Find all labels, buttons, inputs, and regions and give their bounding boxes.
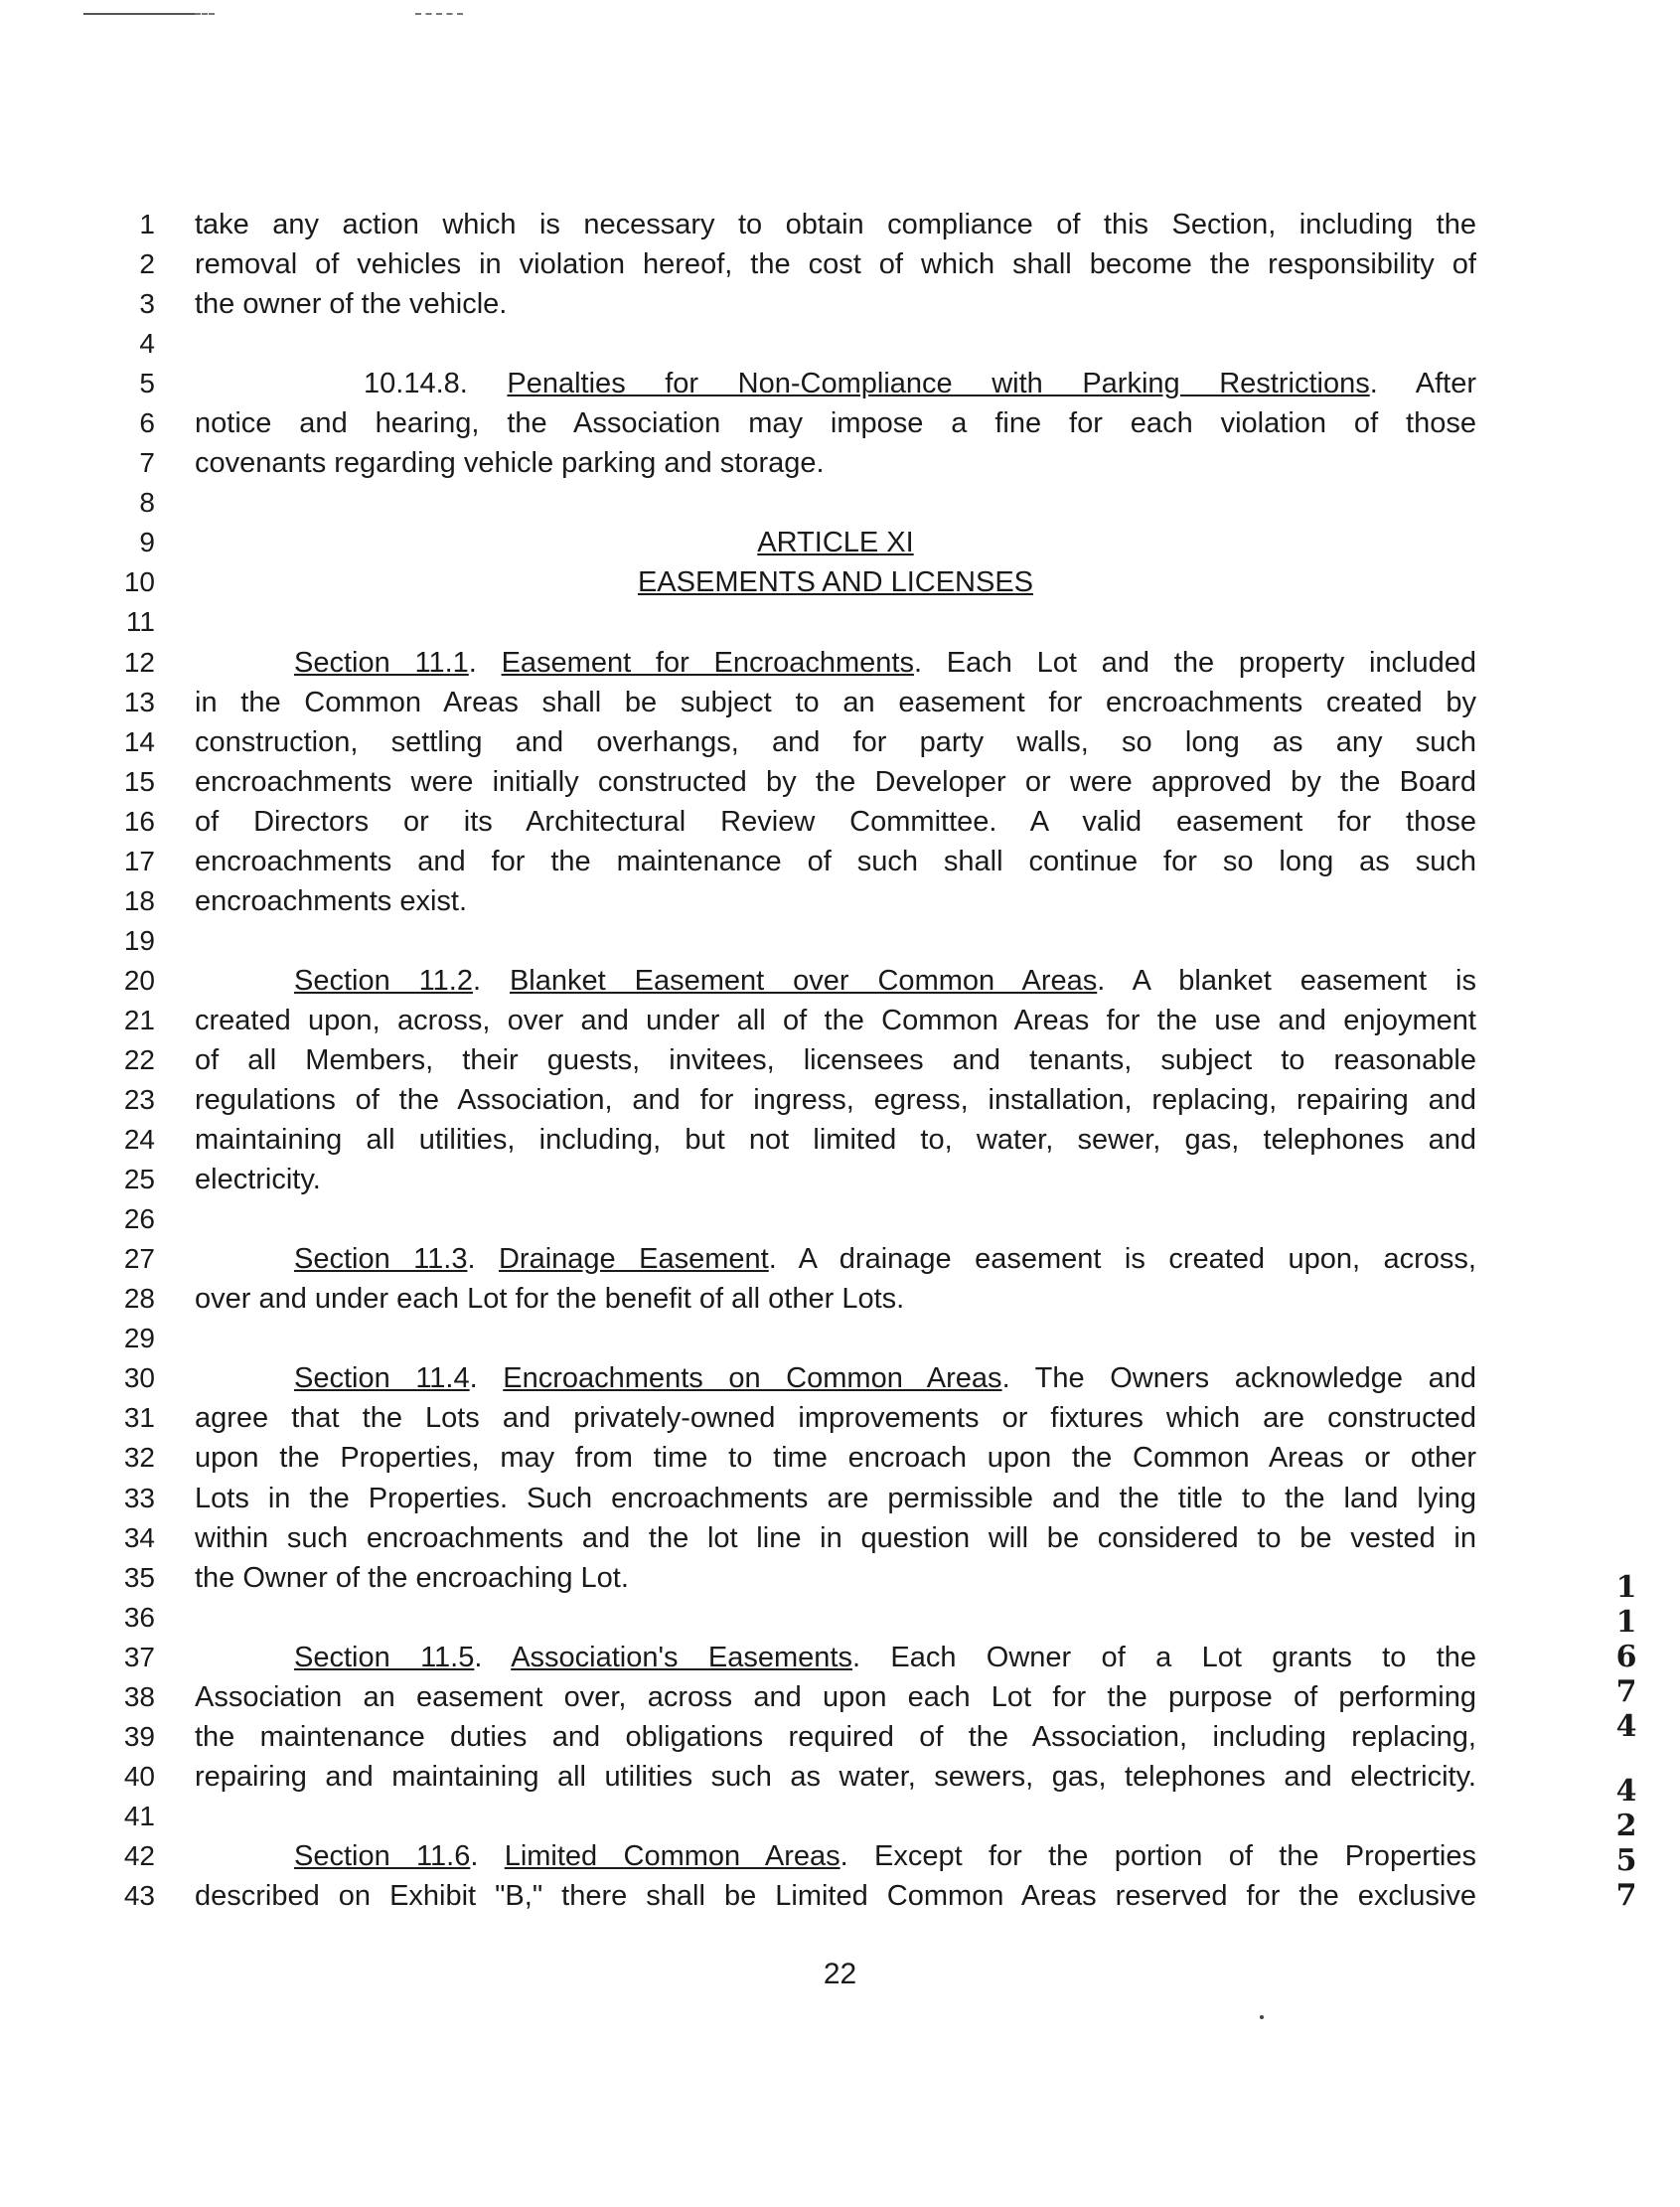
- stamp-digit: 1: [1615, 1570, 1637, 1605]
- article-number: ARTICLE XI: [757, 527, 914, 559]
- line-number: 36: [123, 1601, 155, 1633]
- line-number: 13: [123, 686, 155, 717]
- line-number: 34: [123, 1521, 155, 1553]
- text-fragment: . Each Owner of a Lot grants to the: [851, 1641, 1477, 1673]
- line-number: 29: [123, 1323, 155, 1354]
- scan-artifact-dash: [415, 13, 463, 15]
- document-body: [195, 205, 1476, 1916]
- section-11-5-heading: Section 11.5. Association's Easements. Each Owner of a Lot grants to the: [294, 1641, 1477, 1673]
- line-number: 23: [123, 1084, 155, 1116]
- text-line: agree that the Lots and privately-owned improvements or fixtures which are constructed: [195, 1402, 1476, 1435]
- stamp-digit: 6: [1615, 1640, 1637, 1674]
- article-title: [195, 562, 1476, 602]
- section-title: Encroachments on Common Areas: [503, 1362, 1002, 1395]
- text-line: encroachments and for the maintenance of such shall continue for so long as such: [195, 845, 1476, 877]
- text-line: covenants regarding vehicle parking and storage.: [195, 447, 825, 480]
- line-number: 25: [123, 1164, 155, 1195]
- text-line: the maintenance duties and obligations required of the Association, including replacing,: [195, 1720, 1476, 1753]
- line-number: 7: [139, 447, 155, 479]
- text-line: within such encroachments and the lot line in question will be considered to be vested in: [195, 1521, 1476, 1554]
- text-line: electricity.: [195, 1164, 321, 1196]
- section-label: Section 11.4: [294, 1362, 470, 1395]
- text-line: over and under each Lot for the benefit of all other Lots.: [195, 1283, 905, 1316]
- line-number: 1: [139, 209, 155, 239]
- line-number: 31: [123, 1402, 155, 1434]
- line-number: 17: [123, 845, 155, 876]
- line-number: 27: [123, 1243, 155, 1275]
- recording-stamp: [1611, 1570, 1641, 1913]
- section-11-1-heading: Section 11.1. Easement for Encroachments. Each Lot and the property included: [294, 646, 1477, 679]
- line-number: 37: [123, 1641, 155, 1672]
- line-number: 20: [123, 964, 155, 996]
- line-number: 4: [139, 328, 155, 360]
- text-fragment: . After: [1369, 368, 1476, 400]
- scan-speck: [1260, 2015, 1264, 2019]
- line-number: 15: [123, 765, 155, 797]
- page-number: 22: [823, 1958, 857, 1990]
- section-title: Drainage Easement: [498, 1243, 769, 1276]
- text-line: take any action which is necessary to obtain compliance of this Section, including the: [195, 209, 1476, 240]
- line-number: 21: [123, 1004, 155, 1035]
- line-number: 6: [139, 407, 155, 439]
- text-line: upon the Properties, may from time to time encroach upon the Common Areas or other: [195, 1442, 1476, 1475]
- blank-line: [195, 483, 1476, 523]
- text-fragment: . A blanket easement is: [1097, 964, 1476, 997]
- blank-line: [195, 1797, 1476, 1836]
- text-line: Association an easement over, across and upon each Lot for the purpose of performing: [195, 1680, 1476, 1713]
- line-number: 33: [123, 1482, 155, 1513]
- stamp-digit: 1: [1615, 1605, 1637, 1640]
- text-fragment: . A drainage easement is created upon, across,: [768, 1243, 1476, 1276]
- line-number: 28: [123, 1283, 155, 1315]
- line-number: 26: [123, 1203, 155, 1235]
- line-number: 35: [123, 1561, 155, 1593]
- line-number: 32: [123, 1442, 155, 1474]
- stamp-digit: 4: [1615, 1774, 1637, 1809]
- text-fragment: . The Owners acknowledge and: [1001, 1362, 1476, 1395]
- line-number: 18: [123, 884, 155, 916]
- text-line: the owner of the vehicle.: [195, 288, 508, 321]
- section-label: Section 11.1: [294, 646, 469, 679]
- line-number: 8: [139, 487, 155, 519]
- blank-line: [195, 921, 1476, 961]
- article-title-text: EASEMENTS AND LICENSES: [637, 566, 1034, 599]
- text-line: Lots in the Properties. Such encroachments are permissible and the title to the land lying: [195, 1482, 1476, 1514]
- text-line: repairing and maintaining all utilities such as water, sewers, gas, telephones and electricity.: [195, 1760, 1476, 1793]
- section-label: Section 11.2: [294, 964, 473, 997]
- section-11-6-heading: Section 11.6. Limited Common Areas. Except for the portion of the Properties: [294, 1839, 1476, 1872]
- line-number: 14: [123, 725, 155, 757]
- line-number: 43: [123, 1879, 155, 1911]
- line-number: 10: [123, 566, 155, 598]
- line-number: 24: [123, 1124, 155, 1156]
- stamp-digit: 7: [1615, 1674, 1637, 1709]
- text-line: encroachments were initially constructed by the Developer or were approved by the Board: [195, 765, 1476, 798]
- scan-artifact-dash: [195, 13, 215, 15]
- section-label: Section 11.3: [294, 1243, 468, 1276]
- section-title: Limited Common Areas: [504, 1839, 840, 1872]
- text-line: the Owner of the encroaching Lot.: [195, 1561, 629, 1594]
- text-fragment: . Each Lot and the property included: [913, 646, 1477, 679]
- line-number: 19: [123, 924, 155, 956]
- line-number: 5: [139, 368, 155, 399]
- text-line: created upon, across, over and under all of the Common Areas for the use and enjoyment: [195, 1004, 1476, 1036]
- text-line: of all Members, their guests, invitees, licensees and tenants, subject to reasonable: [195, 1043, 1476, 1076]
- text-line: removal of vehicles in violation hereof, the cost of which shall become the responsibility of: [195, 248, 1476, 281]
- section-label: Section 11.6: [294, 1839, 471, 1872]
- section-label: Section 11.5: [294, 1641, 475, 1673]
- stamp-digit: 2: [1615, 1809, 1637, 1843]
- line-number: 22: [123, 1043, 155, 1075]
- line-number: 40: [123, 1760, 155, 1792]
- blank-line: [195, 1199, 1476, 1239]
- section-11-4-heading: Section 11.4. Encroachments on Common Areas. The Owners acknowledge and: [294, 1362, 1476, 1395]
- line-number: 2: [139, 248, 155, 280]
- line-number: 11: [125, 606, 155, 638]
- text-fragment: . Except for the portion of the Properties: [840, 1839, 1476, 1872]
- blank-line: [195, 1319, 1476, 1358]
- stamp-digit: 5: [1615, 1843, 1637, 1878]
- stamp-digit: 4: [1615, 1709, 1637, 1744]
- text-line: encroachments exist.: [195, 884, 468, 917]
- blank-line: [195, 324, 1476, 364]
- line-number: 9: [139, 527, 155, 558]
- line-number: 30: [123, 1362, 155, 1394]
- section-title: Association's Easements: [511, 1641, 852, 1673]
- stamp-digit: 7: [1615, 1878, 1637, 1913]
- blank-line: [195, 602, 1476, 642]
- section-number: 10.14.8.: [364, 368, 468, 400]
- line-number-column: [95, 205, 155, 1916]
- section-title: Easement for Encroachments: [501, 646, 914, 679]
- text-line: regulations of the Association, and for ingress, egress, installation, replacing, repairing and: [195, 1084, 1476, 1117]
- text-line: maintaining all utilities, including, but not limited to, water, sewer, gas, telephones and: [195, 1124, 1476, 1157]
- section-title: Penalties for Non-Compliance with Parking Restrictions: [507, 368, 1370, 400]
- section-title: Blanket Easement over Common Areas: [509, 964, 1098, 997]
- article-heading: [195, 523, 1476, 562]
- line-number: 41: [123, 1800, 155, 1831]
- scan-artifact-line: [83, 13, 195, 15]
- text-line: notice and hearing, the Association may impose a fine for each violation of those: [195, 407, 1476, 440]
- line-number: 16: [123, 805, 155, 837]
- section-10-14-8-heading: [195, 364, 1476, 403]
- section-11-2-heading: Section 11.2. Blanket Easement over Common Areas. A blanket easement is: [294, 964, 1476, 997]
- line-number: 12: [123, 646, 155, 678]
- text-line: described on Exhibit "B," there shall be Limited Common Areas reserved for the exclusive: [195, 1879, 1476, 1912]
- stamp-gap: [1611, 1744, 1641, 1774]
- line-number: 42: [123, 1839, 155, 1871]
- text-line: of Directors or its Architectural Review Committee. A valid easement for those: [195, 805, 1476, 838]
- line-number: 39: [123, 1720, 155, 1752]
- line-number: 3: [139, 288, 155, 320]
- text-line: construction, settling and overhangs, and for party walls, so long as any such: [195, 725, 1476, 758]
- line-number: 38: [123, 1680, 155, 1712]
- blank-line: [195, 1598, 1476, 1638]
- text-line: in the Common Areas shall be subject to an easement for encroachments created by: [195, 686, 1476, 718]
- section-11-3-heading: Section 11.3. Drainage Easement. A drainage easement is created upon, across,: [294, 1243, 1476, 1276]
